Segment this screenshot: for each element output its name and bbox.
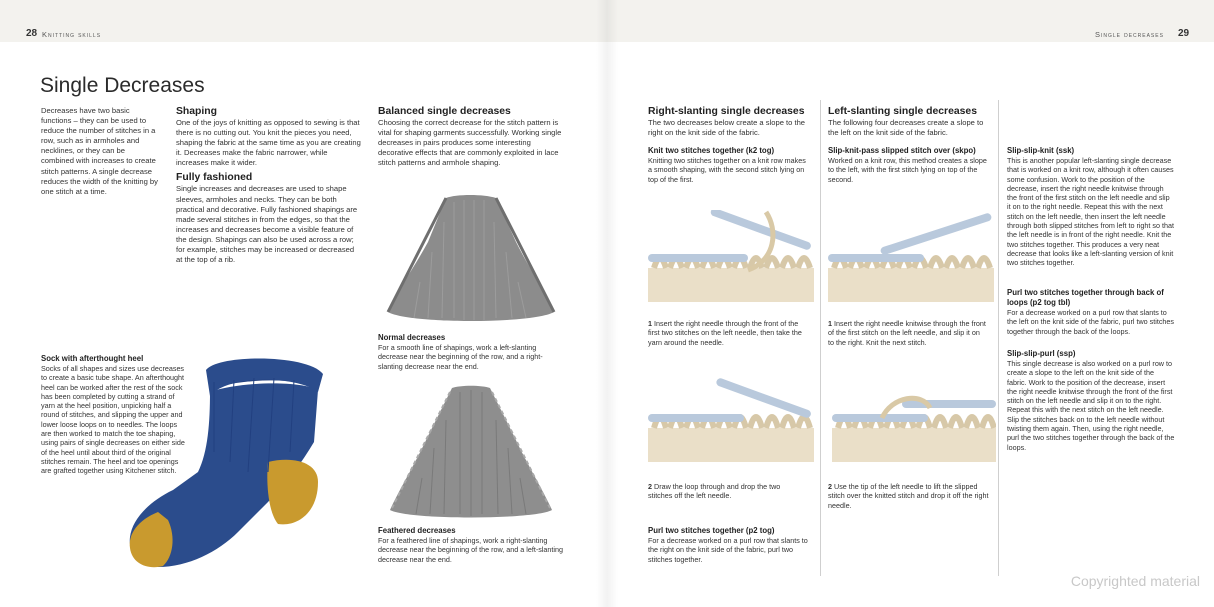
k2tog-step2 [648,482,806,501]
sock-body: Socks of all shapes and sizes use decreases to create a basic tube shape. An afterthought heel can be worked after the rest of the sock has been completed by cutting a strand of yarn at the heel position, unpicking half a round of stitches, and slipping the upper and lower loose loops on to needles. The loops are then worked to match the toe shaping, using pairs of single decreases on either side of the heel until about third of the original stitches remain. The heel and toe openings are grafted together using Kitchener stitch. [41,364,185,476]
p2togtbl-heading: Purl two stitches together through back of loops (p2 tog tbl) [1007,288,1164,307]
p2togtbl-body: For a decrease worked on a purl row that slants to the left on the knit side of the fabric, purl two stitches together through the back of the loops. [1007,308,1174,336]
left-slanting-heading: Left-slanting single decreases [828,106,977,117]
k2tog-step2-body: Draw the loop through and drop the two stitches off the left needle. [648,482,781,501]
right-slanting-heading: Right-slanting single decreases [648,106,805,117]
skpo-step1-text [828,319,986,347]
right-slanting-intro: The two decreases below create a slope to the right on the knit side of the fabric. [648,118,806,138]
k2tog-body: Knitting two stitches together on a knit row makes a smooth shaping, with the second stitch lying on top of the first. [648,156,806,184]
skpo-heading: Slip-knit-pass slipped stitch over (skpo) [828,146,976,155]
shaping-heading: Shaping [176,106,217,117]
normal-swatch-fabric [388,195,554,321]
feathered-caption [378,526,566,564]
sock-heading: Sock with afterthought heel [41,354,144,363]
right-needle [902,400,996,408]
intro-column [41,106,159,197]
k2tog-step1-number: 1 [648,319,652,328]
skpo-step1-body: Insert the right needle knitwise through the front of the first stitch on the left needle, and slip it on to the right. Knit the next stitch. [828,319,986,347]
right-needle [880,212,993,255]
column-divider-2 [998,100,999,576]
balanced-body: Choosing the correct decrease for the stitch pattern is vital for shaping garments successfully. Working single decreases in pairs produces some interesting decorative effects that are commonly exploited in lace stitch patterns and armhole shaping. [378,118,562,168]
normal-body: For a smooth line of shapings, work a left-slanting decrease near the beginning of the row, and a right-slanting decrease near the end. [378,343,543,371]
skpo-step2-body: Use the tip of the left needle to lift the slipped stitch over the knitted stitch and drop it off the right needle. [828,482,989,510]
skpo-body: Worked on a knit row, this method creates a slope to the left, with the first stitch lying on top of the second. [828,156,987,184]
copyright-watermark: Copyrighted material [1070,573,1200,589]
shaping-body: One of the joys of knitting as opposed to sewing is that there is no cutting out. You knit the pieces you need, shaping the fabric at the same time as you are creating it. Decreases make the fabric narrower, while increases make it wider. [176,118,361,168]
left-needle [828,254,924,262]
normal-heading: Normal decreases [378,333,446,342]
left-slanting-intro: The following four decreases create a slope to the left on the knit side of the fabric. [828,118,984,138]
k2tog-step1-body: Insert the right needle through the front of the first two stitches on the left needle, then take the yarn around the needle. [648,319,802,347]
k2tog-step2-diagram [648,378,814,476]
k2tog-step1-text [648,319,806,347]
p2tog-block [648,526,814,564]
intro-text: Decreases have two basic functions – they can be used to reduce the number of stitches in a row, such as in armholes and necklines, or they can be combined with increases to create stitch patterns. A single decrease reduces the width of the knitting by one stitch at a time. [41,106,158,196]
right-page-number: 29 [1178,28,1190,39]
skpo-block [828,146,988,184]
k2tog-step1 [648,319,806,347]
skpo-step1-number: 1 [828,319,832,328]
knitted-fabric [648,428,814,462]
sssp-heading: Slip-slip-purl (ssp) [1007,349,1076,358]
left-slanting-column [828,106,994,138]
skpo-step2-text [828,482,992,510]
page-title: Single Decreases [40,74,205,97]
fully-fashioned-body: Single increases and decreases are used to shape sleeves, armholes and necks. They can be both practical and decorative. Fully fashioned shapings are made several stitches in from the edges, so that the increases and decreases become a visible feature of the design. Shapings can also be used across a row; for example, stitches may be increased or decreased at the top of a rib. [176,184,358,265]
p2tog-body: For a decrease worked on a purl row that slants to the right on the knit side of the fabric, purl two stitches together. [648,536,808,564]
sock-heel [267,460,318,525]
right-needle [715,378,812,419]
normal-caption [378,333,566,371]
skpo-step2-number: 2 [828,482,832,491]
p2tog-heading: Purl two stitches together (p2 tog) [648,526,775,535]
feathered-decrease-swatch [384,384,558,522]
left-needle [648,414,744,422]
skpo-step2-diagram [832,378,996,476]
left-page-number: 28 [26,28,38,39]
k2tog-step2-text [648,482,806,501]
ssk-heading: Slip-slip-knit (ssk) [1007,146,1075,155]
sock-toe [130,512,173,567]
left-running-head: Knitting skills [42,30,102,39]
sssp-block [1007,349,1175,452]
knitted-fabric [828,268,994,302]
k2tog-step1-diagram [648,210,814,314]
normal-decrease-swatch [384,192,558,326]
right-running-head: Single decreases [1095,30,1164,39]
ssk-block [1007,146,1175,268]
p2togtbl-block [1007,288,1175,336]
knitted-fabric [832,428,996,462]
shaping-column [176,106,362,265]
column-divider-1 [820,100,821,576]
right-slanting-column [648,106,814,138]
feathered-body: For a feathered line of shapings, work a right-slanting decrease near the beginning of the row, and a left-slanting decrease near the end. [378,536,564,564]
skpo-step1 [828,319,986,347]
balanced-column [378,106,566,168]
fully-fashioned-heading: Fully fashioned [176,172,253,184]
knitted-fabric [648,268,814,302]
left-needle [648,254,748,262]
sssp-body: This single decrease is also worked on a purl row to create a slope to the left on the knit side of the fabric. Work to the position of the decrease, insert the right needle knitwise through the front of the first stitch on the left needle and slip it on to the right. Repeat this with the next stitch on the left needle. Slip the stitches back on to the left needle without twisting them again. Then, using the right needle, purl the two stitches together through the back of the loops. [1007,359,1175,452]
k2tog-heading: Knit two stitches together (k2 tog) [648,146,775,155]
feathered-heading: Feathered decreases [378,526,456,535]
book-gutter [596,0,618,607]
k2tog-block [648,146,808,184]
skpo-step2 [828,482,992,510]
balanced-heading: Balanced single decreases [378,106,511,117]
left-needle [832,414,928,422]
sock-image [118,352,330,574]
right-needle [710,210,812,251]
k2tog-step2-number: 2 [648,482,652,491]
ssk-body: This is another popular left-slanting single decrease that is worked on a knit row, although it often causes some confusion. Work to the position of the decrease, insert the right needle knitwise through the front of the first stitch on the left needle and slip it on to the right needle. Repeat this with the next stitch on the left needle, then insert the left needle through both slipped stitches from left to right so that the left needle is in front of the right needle. Knit the two stitches together. This produces a very neat decrease that looks like a left-slanting version of knit two stitches together. [1007,156,1175,268]
skpo-step1-diagram [828,210,994,314]
